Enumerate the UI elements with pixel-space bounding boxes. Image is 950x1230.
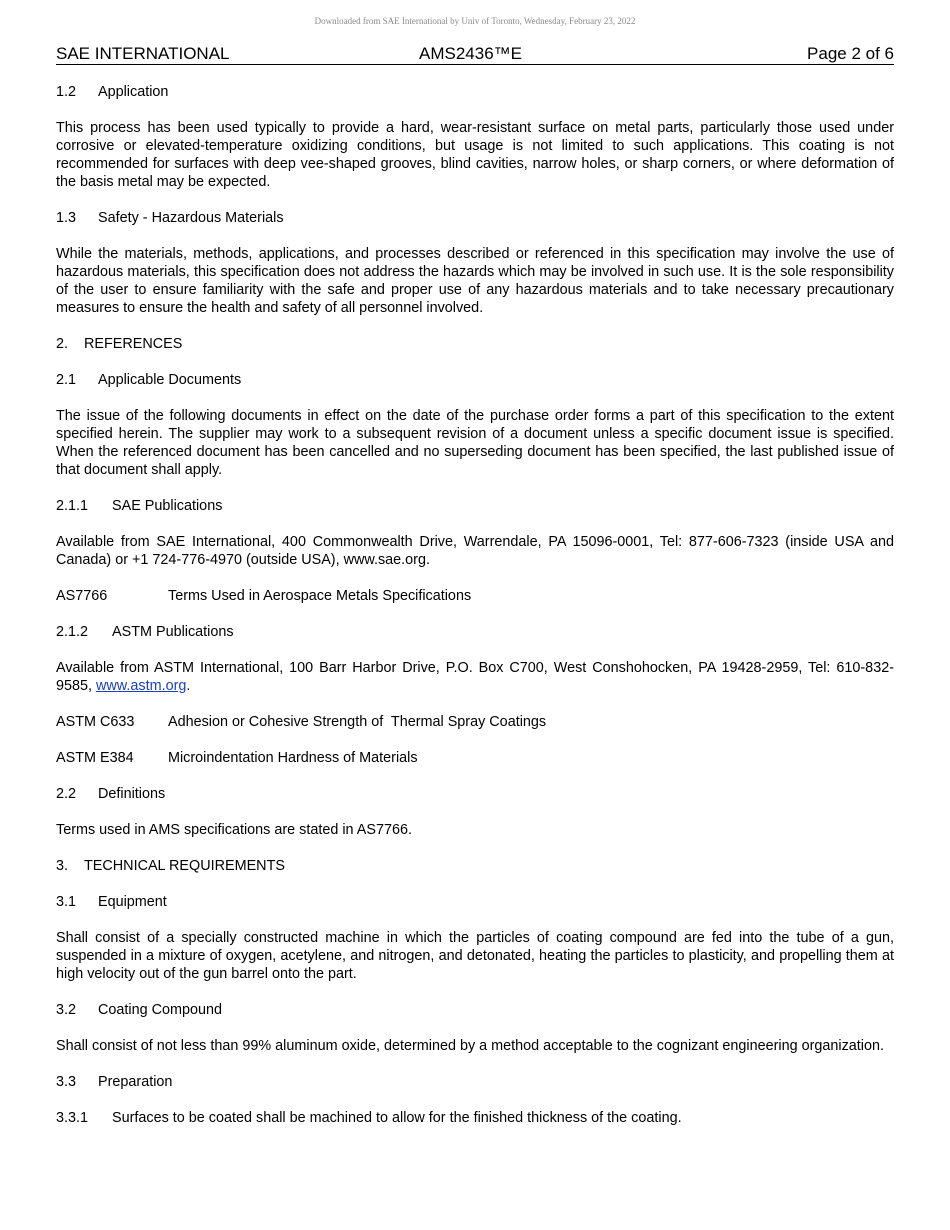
section-number: 1.3 [56, 210, 77, 226]
reference-title: Microindentation Hardness of Materials [168, 750, 418, 766]
section-number: 3.3.1 [56, 1110, 89, 1126]
section-title: Applicable Documents [98, 372, 242, 388]
reference-title: Terms Used in Aerospace Metals Specifications [168, 588, 472, 604]
header-organization: SAE INTERNATIONAL [56, 44, 230, 63]
reference-code: ASTM E384 [56, 750, 134, 766]
section-number: 2. [56, 336, 69, 352]
section-number: 2.1.2 [56, 624, 89, 640]
section-3-2-text: Shall consist of not less than 99% aluminum oxide, determined by a method acceptable to the cognizant engineering organization. [56, 1038, 884, 1054]
section-title: Preparation [98, 1074, 173, 1090]
download-watermark: Downloaded from SAE International by Univ of Toronto, Wednesday, February 23, 2022 [314, 16, 636, 26]
section-2-1-2-text [56, 659, 894, 695]
header-document-number: AMS2436™E [419, 44, 522, 63]
section-number: 3.3 [56, 1074, 77, 1090]
document-body [56, 83, 894, 1145]
section-3-1-text: Shall consist of a specially constructed machine in which the particles of coating compound are fed into the tube of a gun, suspended in a mixture of oxygen, acetylene, and nitrogen, and detonated, heating the particles to plasticity, and propelling them at high velocity out of the gun barrel onto the part. [56, 930, 894, 982]
reference-item [56, 713, 894, 731]
section-2-2-heading [56, 785, 894, 803]
section-number: 3. [56, 858, 69, 874]
section-3-3-1-paragraph [56, 1109, 894, 1127]
section-1-2-text: This process has been used typically to provide a hard, wear-resistant surface on metal parts, particularly those used under corrosive or elevated-temperature oxidizing conditions, but usage is not limited to such applications. This coating is not recommended for surfaces with deep vee-shaped grooves, blind cavities, narrow holes, or sharp corners, or where deformation of the basis metal may be expected. [56, 120, 894, 190]
section-title: Coating Compound [98, 1002, 222, 1018]
section-3-heading [56, 857, 894, 875]
sentence-end: . [186, 678, 191, 694]
section-1-2-heading [56, 83, 894, 101]
reference-item [56, 749, 894, 767]
section-number: 3.1 [56, 894, 77, 910]
section-2-heading [56, 335, 894, 353]
header-page-number: Page 2 of 6 [807, 44, 894, 63]
section-number: 3.2 [56, 1002, 77, 1018]
section-1-3-text: While the materials, methods, applications, and processes described or referenced in this specification may involve the use of hazardous materials, this specification does not address the hazards which may be involved in such use. It is the sole responsibility of the user to ensure familiarity with the safe and proper use of any hazardous materials and to take necessary precautionary measures to ensure the health and safety of all personnel involved. [56, 246, 894, 316]
reference-title: Adhesion or Cohesive Strength of Thermal Spray Coatings [168, 714, 547, 730]
section-3-1-heading [56, 893, 894, 911]
section-number: 1.2 [56, 84, 77, 100]
section-number: 2.1 [56, 372, 77, 388]
section-title: Application [98, 84, 169, 100]
reference-code: AS7766 [56, 588, 108, 604]
section-3-3-heading [56, 1073, 894, 1091]
section-1-3-heading [56, 209, 894, 227]
section-title: Equipment [98, 894, 167, 910]
section-title: Definitions [98, 786, 166, 802]
section-number: 2.2 [56, 786, 77, 802]
section-title: Safety - Hazardous Materials [98, 210, 284, 226]
section-text: Surfaces to be coated shall be machined to allow for the finished thickness of the coating. [112, 1110, 682, 1126]
section-2-1-2-heading [56, 623, 894, 641]
section-title: SAE Publications [112, 498, 223, 514]
astm-availability-text: Available from ASTM International, 100 Barr Harbor Drive, P.O. Box C700, West Conshohocken, PA 19428-2959, Tel: 610-832-9585, [56, 660, 894, 694]
page-header [56, 44, 894, 65]
section-2-1-text: The issue of the following documents in effect on the date of the purchase order forms a part of this specification to the extent specified herein. The supplier may work to a subsequent revision of a document unless a specific document issue is specified. When the referenced document has been cancelled and no superseding document has been specified, the last published issue of that document shall apply. [56, 408, 894, 478]
section-number: 2.1.1 [56, 498, 89, 514]
section-title: ASTM Publications [112, 624, 234, 640]
section-2-1-1-heading [56, 497, 894, 515]
section-title: TECHNICAL REQUIREMENTS [84, 858, 285, 874]
section-title: REFERENCES [84, 336, 183, 352]
reference-item [56, 587, 894, 605]
astm-website-link[interactable]: www.astm.org [96, 678, 187, 694]
section-3-2-heading [56, 1001, 894, 1019]
reference-code: ASTM C633 [56, 714, 135, 730]
section-2-1-heading [56, 371, 894, 389]
section-2-2-text: Terms used in AMS specifications are stated in AS7766. [56, 822, 412, 838]
section-2-1-1-text: Available from SAE International, 400 Commonwealth Drive, Warrendale, PA 15096-0001, Tel: 877-606-7323 (inside USA and Canada) or +1 724-776-4970 (outside USA), www.sae.org. [56, 534, 894, 568]
